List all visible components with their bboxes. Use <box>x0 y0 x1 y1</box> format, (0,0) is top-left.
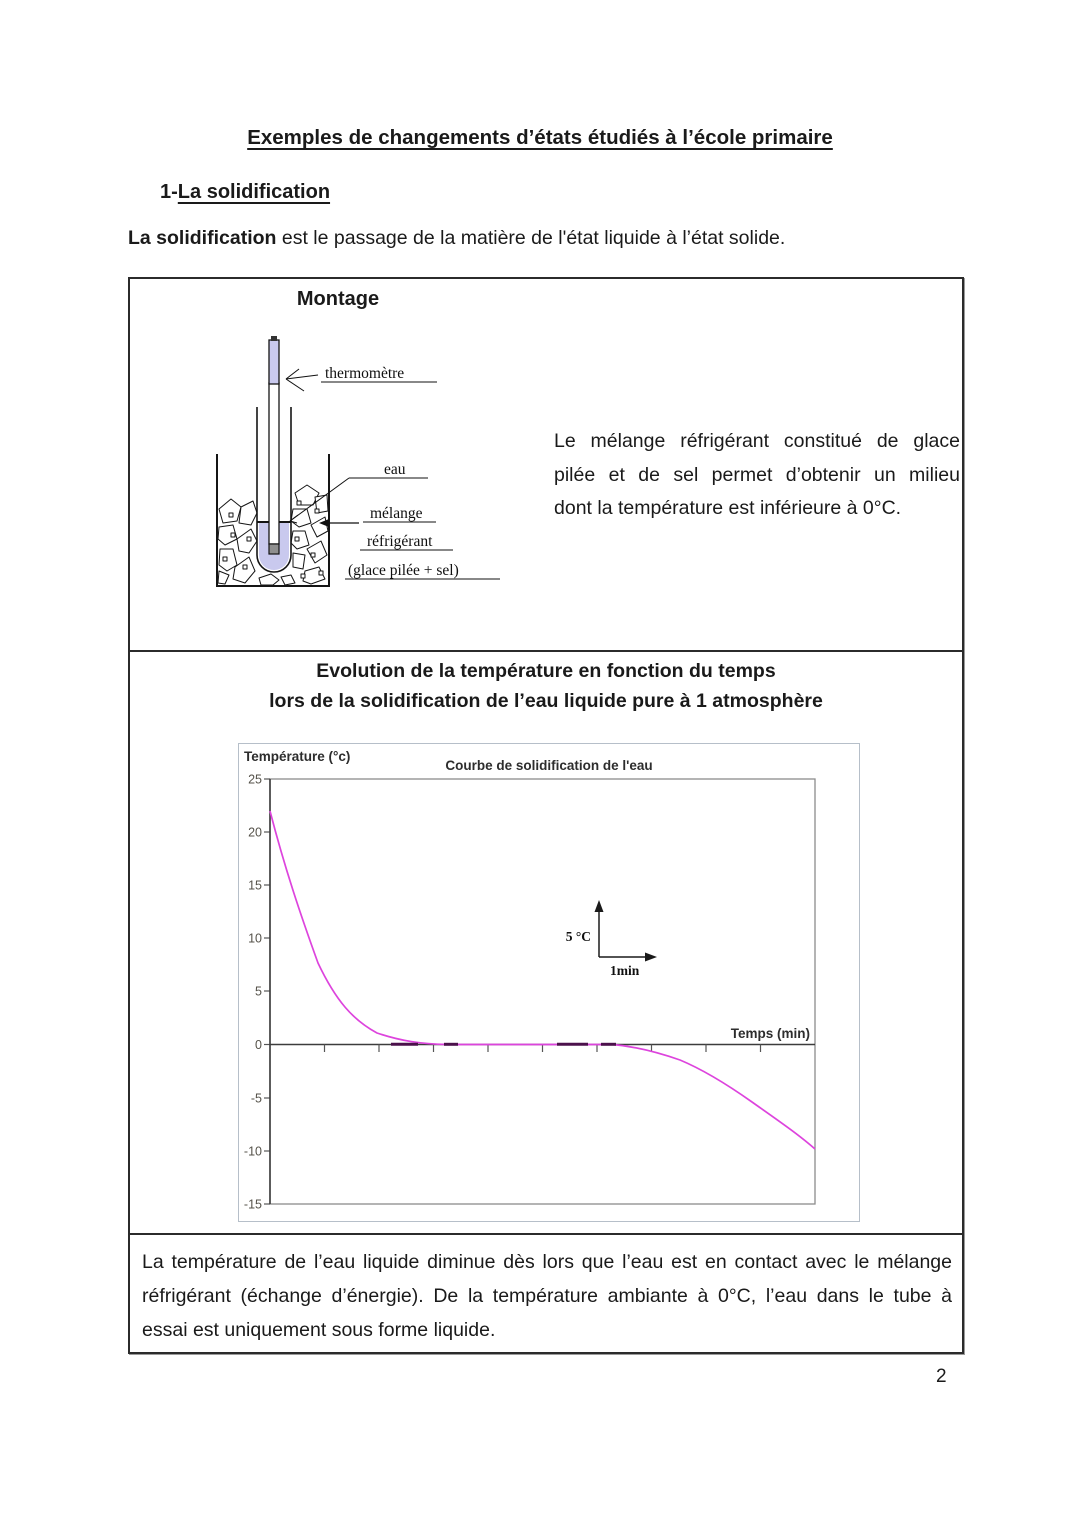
up-arrow-icon <box>595 900 604 912</box>
solidification-chart <box>238 743 860 1222</box>
conclusion-line: essai est uniquement sous forme liquide. <box>142 1319 496 1341</box>
section-label: La solidification <box>177 181 331 203</box>
y-tick-label: 10 <box>248 931 262 946</box>
y-tick-label: 5 <box>255 984 262 999</box>
y-tick-label: 0 <box>255 1038 262 1052</box>
y-tick-label: 20 <box>248 825 262 840</box>
right-arrow-icon <box>645 953 657 962</box>
section-heading <box>160 181 330 204</box>
conclusion-paragraph <box>142 1245 952 1347</box>
montage-note-line: Le mélange réfrigérant constitué de glace <box>554 430 960 452</box>
water-label: eau <box>384 461 406 478</box>
chart-y-axis-label: Température (°c) <box>244 749 351 764</box>
x-axis-ticks <box>325 1045 761 1053</box>
page-title: Exemples de changements d’états étudiés à l’école primaire <box>247 126 833 149</box>
thermometer-top <box>269 340 279 384</box>
conclusion-line: réfrigérant (échange d’énergie). De la température ambiante à 0°C, l’eau dans le tube à <box>142 1285 952 1307</box>
y-tick-label: 15 <box>248 878 262 893</box>
chart-title: Courbe de solidification de l'eau <box>445 758 653 773</box>
conclusion-line: La température de l’eau liquide diminue dès lors que l’eau est en contact avec le mélange <box>142 1251 952 1273</box>
scale-horizontal-label: 1min <box>610 963 640 978</box>
y-tick-label: -15 <box>243 1197 262 1212</box>
thermometer-tip <box>271 336 277 341</box>
thermometer-stem <box>269 383 279 544</box>
y-tick-label: -10 <box>243 1144 262 1159</box>
montage-note-line: dont la température est inférieure à 0°C. <box>554 497 902 519</box>
mixture-label-line1: mélange <box>370 505 423 522</box>
intro-rest: est le passage de la matière de l'état liquide à l’état solide. <box>276 227 786 249</box>
intro-bold: La solidification <box>128 227 277 249</box>
montage-diagram <box>207 327 507 597</box>
y-tick-label: -5 <box>250 1091 262 1106</box>
mixture-label-line3: (glace pilée + sel) <box>348 562 459 579</box>
chart-svg <box>239 744 859 1221</box>
montage-note <box>554 425 960 526</box>
page-number: 2 <box>936 1366 947 1387</box>
intro-paragraph <box>128 227 785 250</box>
cooling-curve <box>270 811 815 1149</box>
thermometer-label: thermomètre <box>325 365 405 382</box>
mixture-label-line2: réfrigérant <box>367 533 433 550</box>
thermometer-leader-arrow-icon <box>286 369 318 391</box>
scale-indicator <box>566 900 657 978</box>
scale-vertical-label: 5 °C <box>565 929 591 944</box>
y-tick-label: 25 <box>248 772 262 787</box>
row-divider <box>130 1233 962 1235</box>
y-axis-ticks <box>264 779 270 1204</box>
row-divider <box>130 650 962 652</box>
plot-border <box>270 779 815 1204</box>
evolution-heading-line1: Evolution de la température en fonction du temps <box>316 660 776 682</box>
content-box <box>128 277 964 1354</box>
evolution-heading <box>130 656 962 716</box>
montage-title: Montage <box>296 288 380 310</box>
thermometer-bulb <box>269 544 279 554</box>
evolution-heading-line2: lors de la solidification de l’eau liquide pure à 1 atmosphère <box>269 690 823 712</box>
section-number: 1- <box>160 181 178 203</box>
montage-note-line: pilée et de sel permet d’obtenir un milieu <box>554 463 960 486</box>
chart-x-axis-label: Temps (min) <box>730 1026 810 1041</box>
